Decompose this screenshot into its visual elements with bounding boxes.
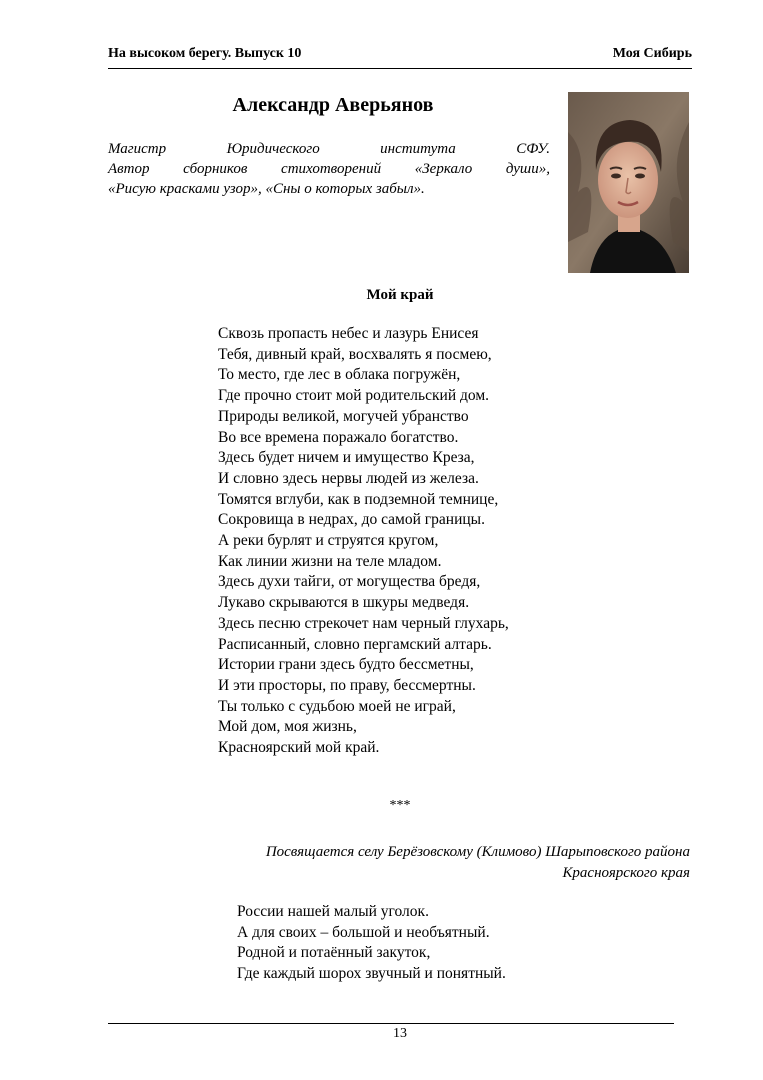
poem-line: Здесь духи тайги, от могущества бредя, <box>218 573 481 591</box>
header-publication-title: На высоком берегу. Выпуск 10 <box>108 46 302 61</box>
poem-line: Томятся вглуби, как в подземной темнице, <box>218 490 499 508</box>
bio-line: Магистр Юридического института СФУ. <box>108 141 550 157</box>
poem-line: Красноярский мой край. <box>218 739 380 757</box>
poem-line: Как линии жизни на теле младом. <box>218 552 442 570</box>
poem-line: И словно здесь нервы людей из железа. <box>218 469 479 487</box>
running-header <box>108 46 692 69</box>
author-bio <box>108 139 550 199</box>
poem-my-land <box>218 324 509 759</box>
poem-line: Здесь будет ничем и имущество Креза, <box>218 449 475 467</box>
poem-line: Здесь песню стрекочет нам черный глухарь, <box>218 614 509 632</box>
poem-line: Природы великой, могучей убранство <box>218 407 469 425</box>
poem-line: Ты только с судьбою моей не играй, <box>218 697 456 715</box>
poem-line: Лукаво скрываются в шкуры медведя. <box>218 594 470 612</box>
bio-line: «Рисую красками узор», «Сны о которых забыл». <box>108 181 425 197</box>
footer-divider <box>108 1023 674 1024</box>
dedication <box>130 842 690 884</box>
poem-line: России нашей малый уголок. <box>237 903 429 920</box>
poem-line: Сквозь пропасть небес и лазурь Енисея <box>218 325 479 342</box>
poem-line: Сокровища в недрах, до самой границы. <box>218 511 485 529</box>
poem-line: Где каждый шорох звучный и понятный. <box>237 965 506 983</box>
poem-dedicated <box>237 902 506 985</box>
poem-line: Расписанный, словно пергамский алтарь. <box>218 635 492 653</box>
page-number: 13 <box>393 1026 407 1041</box>
poem-title: Мой край <box>366 287 434 303</box>
header-section-title: Моя Сибирь <box>612 46 692 61</box>
poem-line: Тебя, дивный край, восхвалять я посмею, <box>218 345 492 363</box>
author-name: Александр Аверьянов <box>232 94 434 116</box>
poem-line: А реки бурлят и струятся кругом, <box>218 532 439 550</box>
poem-line: И эти просторы, по праву, бессмертны. <box>218 676 476 694</box>
bio-line: Автор сборников стихотворений «Зеркало души», <box>108 161 550 177</box>
poem-line: Мой дом, моя жизнь, <box>218 718 357 736</box>
dedication-line: Красноярского края <box>562 865 690 881</box>
poem-line: Родной и потаённый закуток, <box>237 944 431 962</box>
poem-line: То место, где лес в облака погружён, <box>218 366 461 384</box>
poem-line: Где прочно стоит мой родительский дом. <box>218 387 490 405</box>
poem-line: А для своих – большой и необъятный. <box>237 923 490 941</box>
poem-line: Во все времена поражало богатство. <box>218 428 459 446</box>
dedication-line: Посвящается селу Берёзовскому (Климово) Шарыповского района <box>265 844 690 860</box>
author-photo <box>568 92 689 273</box>
section-separator: *** <box>389 798 411 813</box>
poem-line: Истории грани здесь будто бессметны, <box>218 656 474 674</box>
